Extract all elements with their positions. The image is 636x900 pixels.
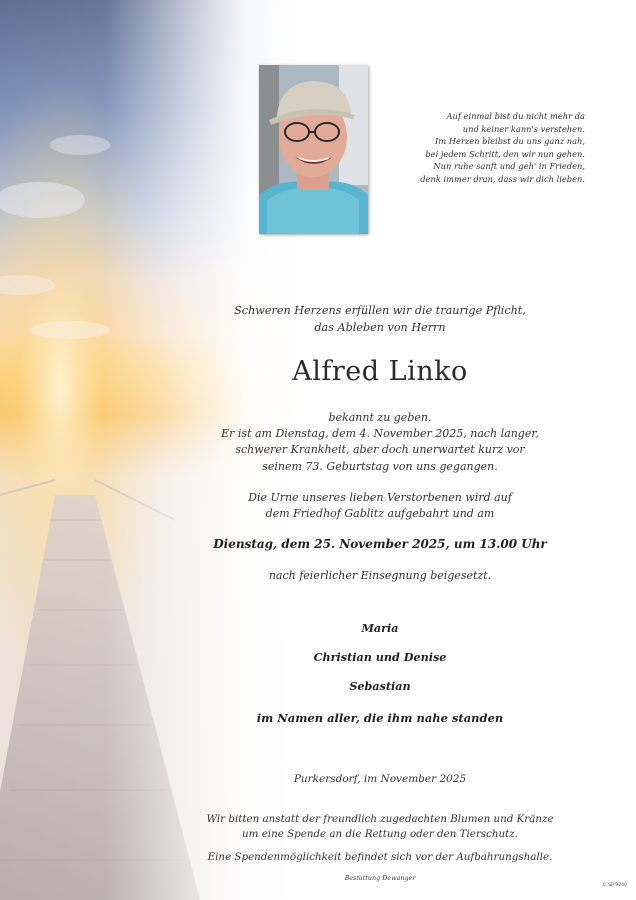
family-member: Christian und Denise [313,650,447,664]
donation-request [170,812,590,841]
donation-location: Eine Spendenmöglichkeit befindet sich vor der Aufbahrungshalle. [207,851,553,863]
poem-line: und keiner kann's verstehen. [462,123,585,134]
family-member: Sebastian [349,679,411,693]
on-behalf-text: im Namen aller, die ihm nahe standen [256,711,504,725]
poem-line: Im Herzen bleibst du uns ganz nah, [435,136,585,147]
family-list [170,614,590,701]
print-code: © SP 9240 [602,883,627,888]
poem-line: Auf einmal bist du nicht mehr da [446,111,585,121]
intro-line: Schweren Herzens erfüllen wir die traurige Pflicht, [234,304,526,317]
announcement-line: seinem 73. Geburtstag von uns gegangen. [262,459,498,473]
announcement-line: bekannt zu geben. [328,411,432,424]
poem [380,110,585,186]
place-date: Purkersdorf, im November 2025 [293,773,467,785]
intro-line: das Ableben von Herrn [314,321,446,334]
intro-text [170,302,590,336]
urn-text [170,490,590,522]
announcement-line: schwerer Krankheit, aber doch unerwartet kurz vor [235,443,525,457]
family-member: Maria [361,621,399,635]
poem-line: bei jedem Schritt, den wir nun gehen. [425,148,585,159]
donation-line: um eine Spende an die Rettung oder den Tierschutz. [242,827,518,840]
ceremony-date: Dienstag, dem 25. November 2025, um 13.00 Uhr [213,537,547,551]
poem-line: denk immer dran, dass wir dich lieben. [420,173,585,184]
poem-line: Nun ruhe sanft und geh' in Frieden, [433,161,585,172]
burial-text: nach feierlicher Einsegnung beigesetzt. [268,569,492,582]
portrait-photo [259,65,368,234]
announcement-line: Er ist am Dienstag, dem 4. November 2025, nach langer, [221,427,539,441]
urn-line: Die Urne unseres lieben Verstorbenen wird auf [248,491,512,504]
donation-line: Wir bitten anstatt der freundlich zugedachten Blumen und Kränze [206,813,554,825]
announcement-text [170,410,590,475]
deceased-name: Alfred Linko [292,356,468,387]
undertaker-credit: Bestattung Dewanger [344,874,416,882]
urn-line: dem Friedhof Gablitz aufgebahrt und am [265,507,495,521]
